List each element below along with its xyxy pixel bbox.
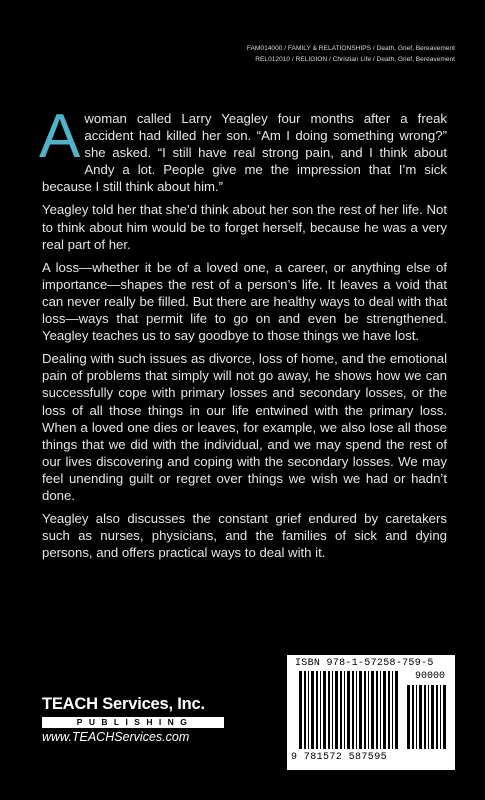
barcode-bar <box>356 671 357 749</box>
barcode-bar <box>443 685 446 749</box>
isbn-barcode <box>287 655 455 770</box>
paragraph-1 <box>39 102 447 195</box>
isbn-label: ISBN 978-1-57258-759-5 <box>295 658 434 669</box>
paragraph-2: Yeagley told her that she’d think about her son the rest of her life. Not to think about him would be to forget herself, because he was a very real part of her. <box>42 202 447 252</box>
publisher-name: TEACH Services, Inc. <box>42 695 205 713</box>
barcode-bar <box>395 671 398 749</box>
category-line-1: FAM014000 / FAMILY & RELATIONSHIPS / Death, Grief, Bereavement <box>246 45 455 52</box>
publisher-logo <box>42 695 224 744</box>
barcode-bar <box>416 685 417 749</box>
barcode-bar <box>383 671 386 749</box>
barcode-bar <box>316 671 318 749</box>
back-cover-description <box>39 102 447 567</box>
barcode-bar <box>364 671 366 749</box>
barcode-bar <box>335 671 338 749</box>
price-addon-code: 90000 <box>414 671 445 682</box>
bisac-categories <box>247 43 455 65</box>
paragraph-1-text: woman called Larry Yeagley four months after a freak accident had killed her son. “Am I doing something wrong?” she asked. “I still have real strong pain, and I think about Andy a lot. People give me the impression that I’m sick because I still think about him.” <box>42 111 447 195</box>
publisher-url: www.TEACHServices.com <box>42 730 190 744</box>
barcode-bar <box>332 671 333 749</box>
barcode-bar <box>436 685 438 749</box>
barcode-bar <box>388 671 390 749</box>
barcode-bar <box>320 671 321 749</box>
barcode-bar <box>308 671 309 749</box>
barcode-bar <box>392 671 393 749</box>
barcode-bar <box>344 671 345 749</box>
barcode-bars-main <box>299 671 399 749</box>
publisher-tagline: PUBLISHING <box>42 717 224 728</box>
barcode-bar <box>428 685 429 749</box>
barcode-bar <box>431 685 434 749</box>
barcode-bar <box>304 671 306 749</box>
barcode-bar <box>352 671 354 749</box>
barcode-bar <box>311 671 314 749</box>
drop-cap: A <box>39 102 81 171</box>
barcode-bar <box>371 671 374 749</box>
barcode-bar <box>407 685 410 749</box>
barcode-bar <box>424 685 426 749</box>
barcode-bar <box>299 671 302 749</box>
barcode-bar <box>368 671 369 749</box>
barcode-bar <box>323 671 326 749</box>
barcode-bar <box>359 671 362 749</box>
barcode-bar <box>376 671 378 749</box>
barcode-bar <box>380 671 381 749</box>
barcode-bar <box>347 671 350 749</box>
paragraph-4: Dealing with such issues as divorce, loss of home, and the emotional pain of problems that simply will not go away, he shows how we can successfully cope with primary losses and secondary losses, or the loss of all those things in our life entwined with the primary loss. When a loved one dies or leaves, for example, we also lose all those things that we did with the individual, and we may spend the rest of our lives discovering and coping with the secondary losses. We may feel unending guilt or regret over things we wish we had or hadn’t done. <box>42 351 447 503</box>
barcode-bar <box>340 671 342 749</box>
barcode-bar <box>328 671 330 749</box>
barcode-bar <box>440 685 441 749</box>
paragraph-5: Yeagley also discusses the constant grief endured by caretakers such as nurses, physicians, and the families of sick and dying persons, and offers practical ways to deal with it. <box>42 511 447 561</box>
barcode-bar <box>419 685 422 749</box>
barcode-digits: 9 781572 587595 <box>291 752 388 763</box>
barcode-bar <box>412 685 414 749</box>
paragraph-3: A loss—whether it be of a loved one, a career, or anything else of importance—shapes the rest of a person’s life. It leaves a void that can never really be filled. But there are healthy ways to deal with that loss—ways that permit life to go on and even be strengthened. Yeagley teaches us to say goodbye to those things we have lost. <box>42 259 447 344</box>
barcode-bars-addon <box>407 685 447 749</box>
category-line-2: REL012010 / RELIGION / Christian Life / Death, Grief, Bereavement <box>255 56 455 63</box>
